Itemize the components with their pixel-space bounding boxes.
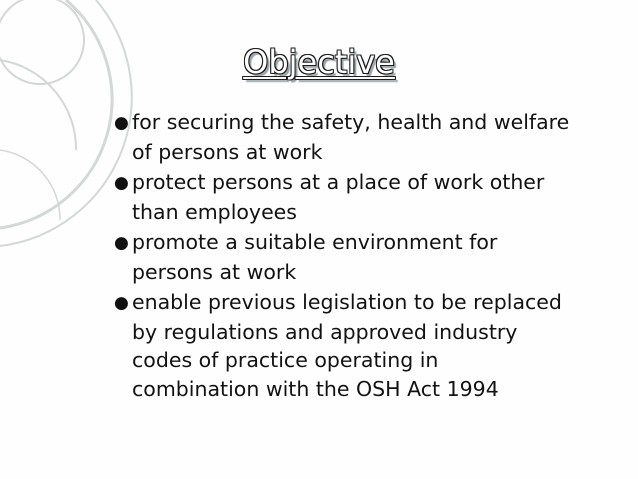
bullet-item <box>114 168 634 226</box>
bullet-item <box>114 108 634 166</box>
bullet-icon: ● <box>114 233 129 253</box>
bullet-text: protect persons at a place of work other than employees <box>132 170 545 224</box>
bullet-item <box>114 228 634 286</box>
bullet-text: for securing the safety, health and welfare of persons at work <box>132 110 570 164</box>
bullet-text: enable previous legislation to be replaced by regulations and approved industry codes of practice operating in combination with the OSH Act 1994 <box>132 290 562 401</box>
bullet-icon: ● <box>114 293 129 313</box>
bullet-icon: ● <box>114 173 129 193</box>
bullet-text: promote a suitable environment for persons at work <box>132 230 498 284</box>
slide-title: Objective <box>243 43 395 81</box>
decor-circle-outer <box>0 0 132 246</box>
bullet-list <box>114 108 634 405</box>
bullet-item <box>114 288 634 403</box>
bullet-icon: ● <box>114 113 129 133</box>
